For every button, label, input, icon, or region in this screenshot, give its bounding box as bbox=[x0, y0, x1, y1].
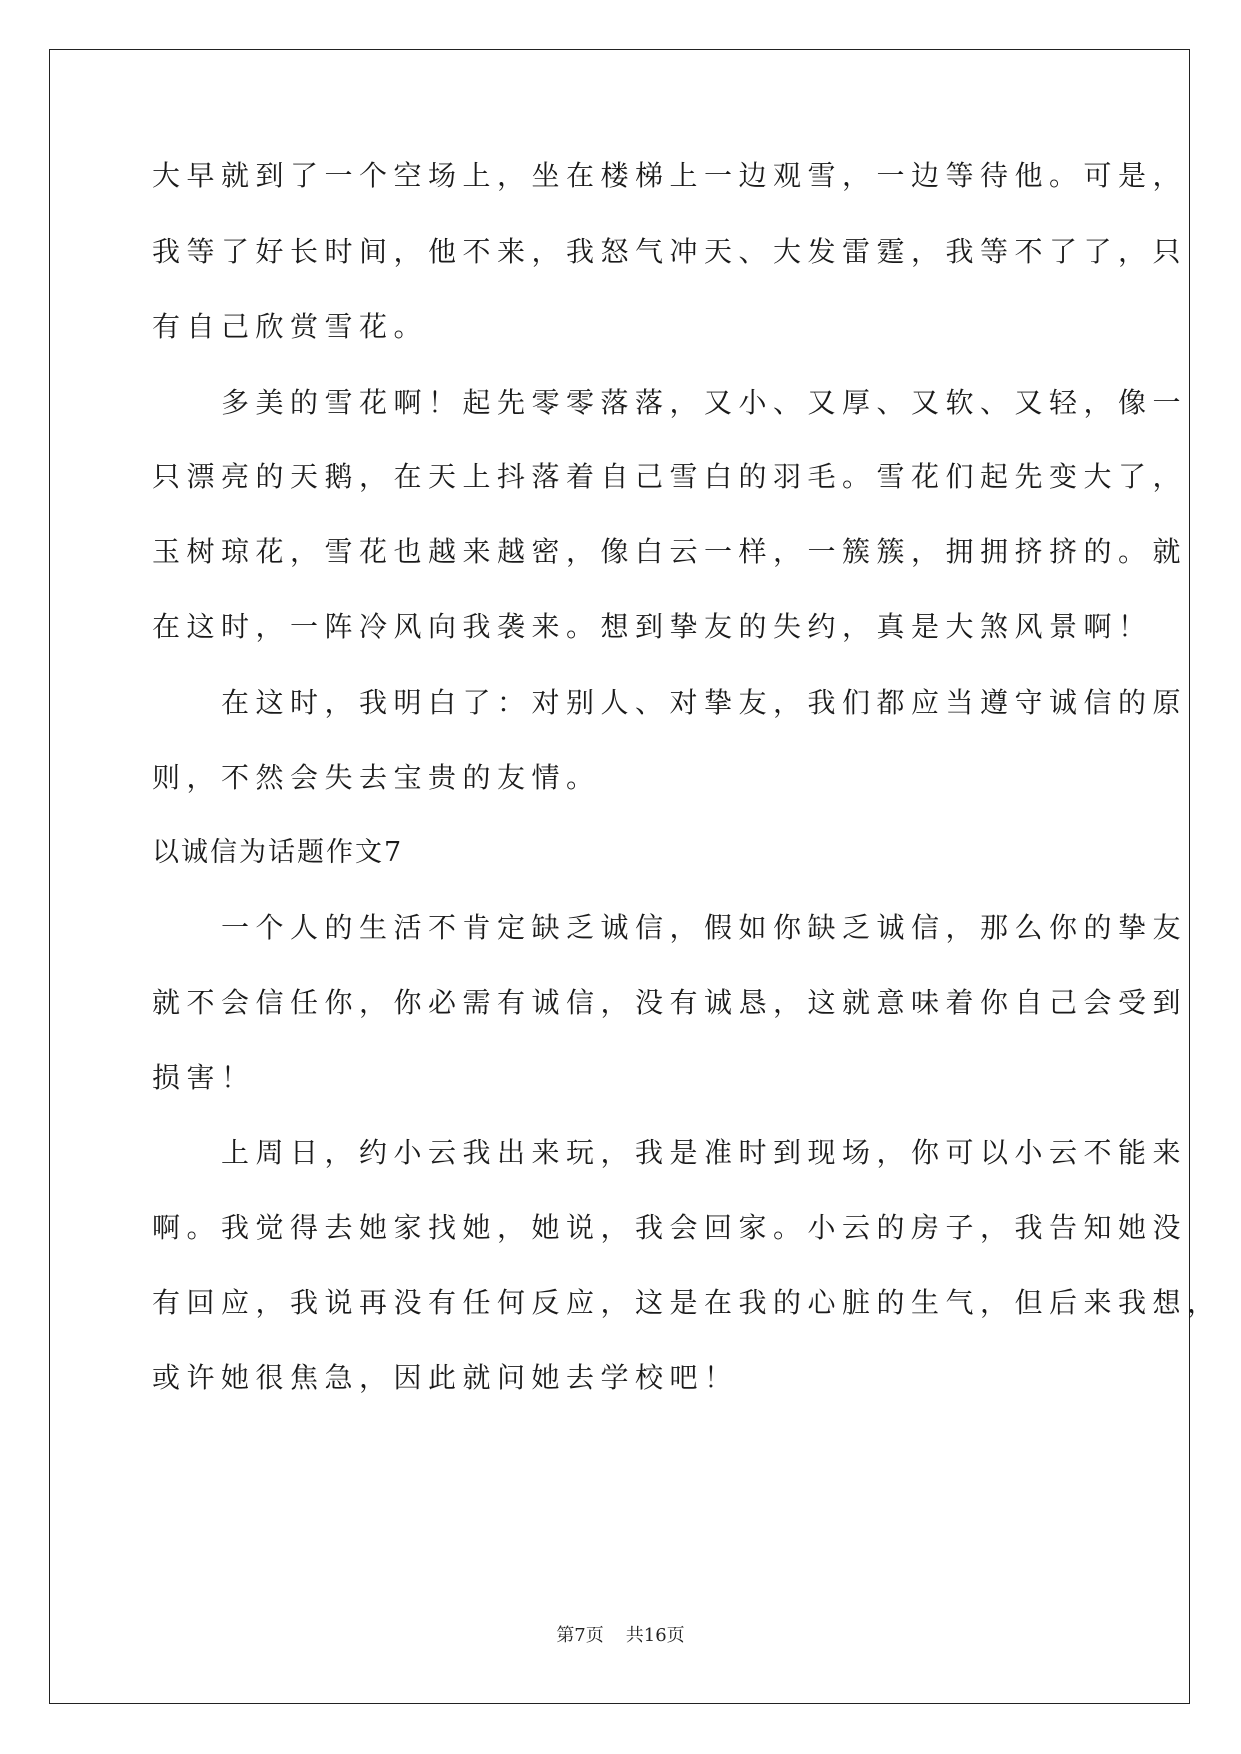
body-line: 就不会信任你，你必需有诚信，没有诚恳，这就意味着你自己会受到 bbox=[152, 986, 1188, 1019]
body-line: 玉树琼花，雪花也越来越密，像白云一样，一簇簇，拥拥挤挤的。就 bbox=[152, 535, 1188, 568]
page-border bbox=[49, 49, 1190, 1704]
section-heading: 以诚信为话题作文7 bbox=[152, 837, 404, 868]
paragraph-start-line: 一个人的生活不肯定缺乏诚信，假如你缺乏诚信，那么你的挚友 bbox=[152, 911, 1188, 944]
body-line: 我等了好长时间，他不来，我怒气冲天、大发雷霆，我等不了了，只 bbox=[152, 235, 1188, 268]
body-line: 则，不然会失去宝贵的友情。 bbox=[152, 761, 601, 794]
body-line: 大早就到了一个空场上，坐在楼梯上一边观雪，一边等待他。可是， bbox=[152, 159, 1188, 192]
page-number: 第7页 bbox=[556, 1625, 604, 1646]
paragraph-start-line: 上周日，约小云我出来玩，我是准时到现场，你可以小云不能来 bbox=[152, 1136, 1188, 1169]
body-line: 或许她很焦急，因此就问她去学校吧！ bbox=[152, 1361, 739, 1394]
body-line: 在这时，一阵冷风向我袭来。想到挚友的失约，真是大煞风景啊！ bbox=[152, 610, 1153, 643]
body-line: 只漂亮的天鹅，在天上抖落着自己雪白的羽毛。雪花们起先变大了， bbox=[152, 460, 1188, 493]
body-line: 啊。我觉得去她家找她，她说，我会回家。小云的房子，我告知她没 bbox=[152, 1211, 1188, 1244]
body-line: 有回应，我说再没有任何反应，这是在我的心脏的生气，但后来我想， bbox=[152, 1286, 1222, 1319]
paragraph-start-line: 在这时，我明白了：对别人、对挚友，我们都应当遵守诚信的原 bbox=[152, 686, 1188, 719]
paragraph-start-line: 多美的雪花啊！起先零零落落，又小、又厚、又软、又轻，像一 bbox=[152, 386, 1188, 419]
page-footer bbox=[0, 1624, 1241, 1648]
body-line: 损害！ bbox=[152, 1061, 256, 1094]
body-line: 有自己欣赏雪花。 bbox=[152, 310, 429, 343]
page-total: 共16页 bbox=[625, 1625, 685, 1646]
